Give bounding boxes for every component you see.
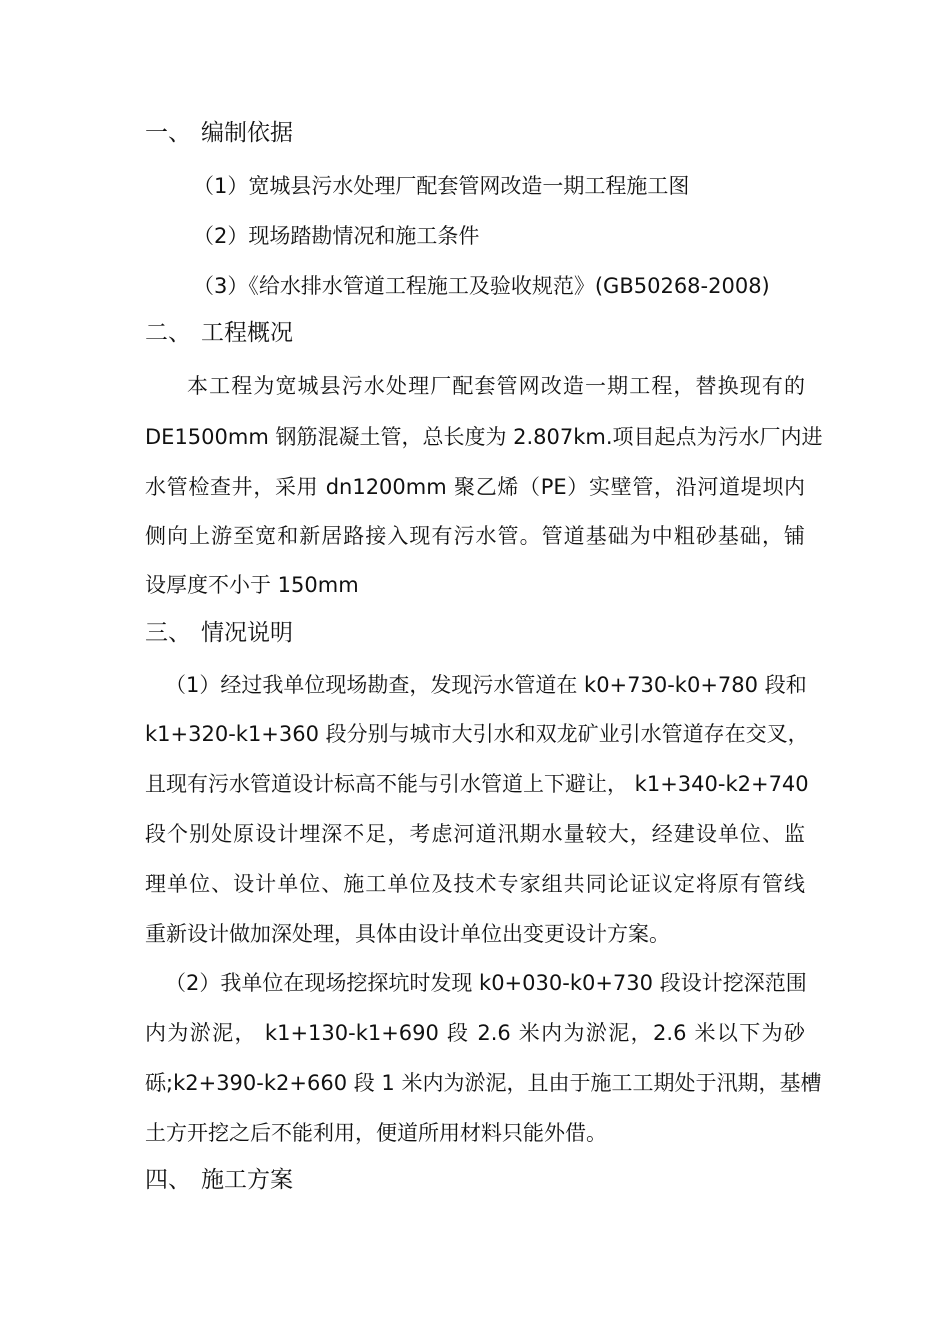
section-heading-4 [145,1165,293,1195]
overview-line: 水管检查井，采用 dn1200mm 聚乙烯（PE）实壁管，沿河道堤坝内 [145,475,805,499]
situation-line: k1+320-k1+360 段分别与城市大引水和双龙矿业引水管道存在交叉， [145,722,809,746]
section-heading-1 [145,118,293,148]
situation-line: 理单位、设计单位、施工单位及技术专家组共同论证议定将原有管线 [145,872,805,896]
section-title: 编制依据 [201,120,293,146]
situation-line: 且现有污水管道设计标高不能与引水管道上下避让， k1+340-k2+740 [145,772,809,796]
situation-line: （1）经过我单位现场勘查，发现污水管道在 k0+730-k0+780 段和 [165,673,807,697]
overview-line: 侧向上游至宽和新居路接入现有污水管。管道基础为中粗砂基础，铺 [145,524,805,548]
section-number: 一、 [145,120,191,146]
overview-line: 设厚度不小于 150mm [145,573,359,597]
situation-line: （2）我单位在现场挖探坑时发现 k0+030-k0+730 段设计挖深范围 [165,971,807,995]
section-number: 四、 [145,1167,191,1193]
situation-line: 段个别处原设计埋深不足，考虑河道汛期水量较大，经建设单位、监 [145,822,805,846]
situation-line: 重新设计做加深处理，具体由设计单位出变更设计方案。 [145,922,670,946]
basis-item: （1）宽城县污水处理厂配套管网改造一期工程施工图 [193,174,690,198]
section-title: 施工方案 [201,1167,293,1193]
section-number: 二、 [145,320,191,346]
basis-item: （3）《给水排水管道工程施工及验收规范》(GB50268-2008) [193,274,770,298]
section-heading-3 [145,618,293,648]
situation-line: 土方开挖之后不能利用，便道所用材料只能外借。 [145,1121,607,1145]
situation-line: 砾;k2+390-k2+660 段 1 米内为淤泥，且由于施工工期处于汛期，基槽 [145,1071,822,1095]
section-title: 情况说明 [201,620,293,646]
basis-item: （2）现场踏勘情况和施工条件 [193,224,480,248]
section-heading-2 [145,318,293,348]
situation-line: 内为淤泥， k1+130-k1+690 段 2.6 米内为淤泥，2.6 米以下为砂 [145,1021,805,1045]
overview-line: 本工程为宽城县污水处理厂配套管网改造一期工程，替换现有的 [187,374,805,398]
section-number: 三、 [145,620,191,646]
overview-line: DE1500mm 钢筋混凝土管，总长度为 2.807km.项目起点为污水厂内进 [145,425,823,449]
section-title: 工程概况 [201,320,293,346]
